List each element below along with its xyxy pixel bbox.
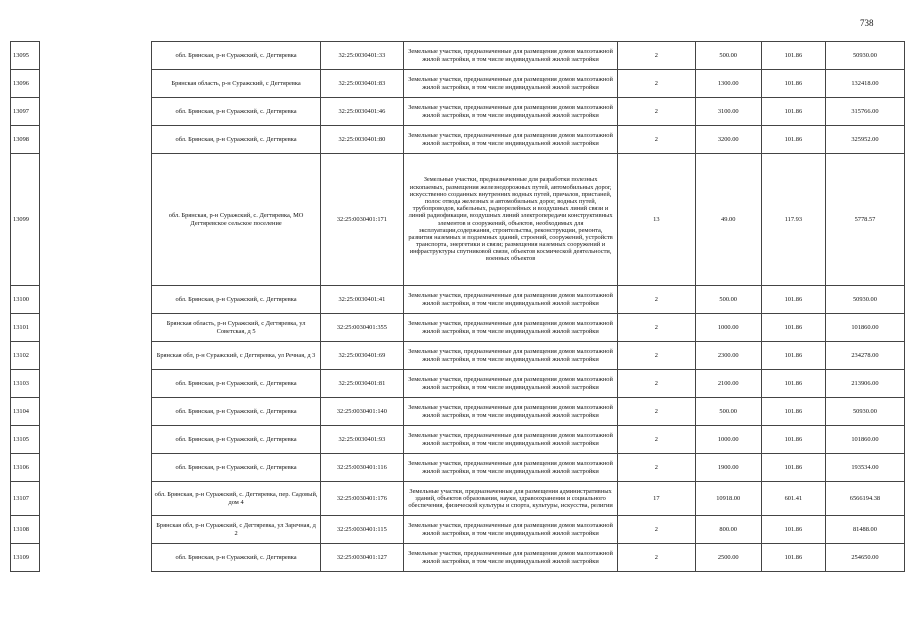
row-spacer — [39, 42, 152, 70]
row-rate: 101.86 — [761, 454, 825, 482]
row-cadastral-value: 315766.00 — [825, 98, 904, 126]
row-category: 2 — [618, 454, 696, 482]
row-number: 13106 — [11, 454, 40, 482]
row-land-use: Земельные участки, предназначенные для размещения домов малоэтажной жилой застройки, в том числе индивидуальной жилой застройки — [404, 454, 618, 482]
row-rate: 101.86 — [761, 516, 825, 544]
row-cadastral-value: 50930.00 — [825, 286, 904, 314]
row-number: 13102 — [11, 342, 40, 370]
row-area: 500.00 — [695, 398, 761, 426]
row-spacer — [39, 126, 152, 154]
row-address: Брянская область, р-н Суражский, с Дегтяревка — [152, 70, 320, 98]
table-row — [11, 370, 905, 398]
row-address: обл. Брянская, р-н Суражский, с. Дегтяревка — [152, 370, 320, 398]
row-address: обл. Брянская, р-н Суражский, с. Дегтяревка — [152, 126, 320, 154]
row-category: 2 — [618, 544, 696, 572]
row-land-use: Земельные участки, предназначенные для размещения домов малоэтажной жилой застройки, в том числе индивидуальной жилой застройки — [404, 126, 618, 154]
row-cadastral-number: 32:25:0030401:81 — [320, 370, 403, 398]
row-number: 13104 — [11, 398, 40, 426]
row-area: 1000.00 — [695, 426, 761, 454]
row-area: 1000.00 — [695, 314, 761, 342]
row-spacer — [39, 98, 152, 126]
row-area: 500.00 — [695, 42, 761, 70]
row-land-use: Земельные участки, предназначенные для размещения домов малоэтажной жилой застройки, в том числе индивидуальной жилой застройки — [404, 42, 618, 70]
row-land-use: Земельные участки, предназначенные для размещения домов малоэтажной жилой застройки, в том числе индивидуальной жилой застройки — [404, 544, 618, 572]
row-spacer — [39, 544, 152, 572]
row-land-use: Земельные участки, предназначенные для размещения домов малоэтажной жилой застройки, в том числе индивидуальной жилой застройки — [404, 286, 618, 314]
row-spacer — [39, 482, 152, 516]
row-cadastral-value: 5778.57 — [825, 154, 904, 286]
row-cadastral-value: 101860.00 — [825, 314, 904, 342]
row-rate: 101.86 — [761, 314, 825, 342]
table-row — [11, 426, 905, 454]
row-area: 3100.00 — [695, 98, 761, 126]
row-number: 13103 — [11, 370, 40, 398]
row-land-use: Земельные участки, предназначенные для размещения домов малоэтажной жилой застройки, в том числе индивидуальной жилой застройки — [404, 398, 618, 426]
row-cadastral-value: 325952.00 — [825, 126, 904, 154]
row-spacer — [39, 154, 152, 286]
row-number: 13097 — [11, 98, 40, 126]
row-area: 2500.00 — [695, 544, 761, 572]
row-cadastral-number: 32:25:0030401:171 — [320, 154, 403, 286]
row-number: 13100 — [11, 286, 40, 314]
row-spacer — [39, 398, 152, 426]
row-area: 2100.00 — [695, 370, 761, 398]
row-address: Брянская обл, р-н Суражский, с Дегтяревка, ул Речная, д 3 — [152, 342, 320, 370]
row-number: 13095 — [11, 42, 40, 70]
row-cadastral-value: 81488.00 — [825, 516, 904, 544]
row-land-use: Земельные участки, предназначенные для размещения домов малоэтажной жилой застройки, в том числе индивидуальной жилой застройки — [404, 342, 618, 370]
row-rate: 101.86 — [761, 42, 825, 70]
row-spacer — [39, 342, 152, 370]
row-cadastral-value: 50930.00 — [825, 42, 904, 70]
row-land-use: Земельные участки, предназначенные для размещения домов малоэтажной жилой застройки, в том числе индивидуальной жилой застройки — [404, 314, 618, 342]
table-row — [11, 342, 905, 370]
row-land-use: Земельные участки, предназначенные для размещения домов малоэтажной жилой застройки, в том числе индивидуальной жилой застройки — [404, 516, 618, 544]
row-rate: 601.41 — [761, 482, 825, 516]
row-number: 13096 — [11, 70, 40, 98]
row-category: 2 — [618, 426, 696, 454]
row-cadastral-value: 213906.00 — [825, 370, 904, 398]
row-number: 13107 — [11, 482, 40, 516]
row-address: Брянская область, р-н Суражский, с Дегтяревка, ул Советская, д 5 — [152, 314, 320, 342]
table-row — [11, 42, 905, 70]
row-rate: 101.86 — [761, 126, 825, 154]
table-row — [11, 70, 905, 98]
row-land-use: Земельные участки, предназначенные для размещения домов малоэтажной жилой застройки, в том числе индивидуальной жилой застройки — [404, 426, 618, 454]
row-number: 13108 — [11, 516, 40, 544]
row-cadastral-number: 32:25:0030401:80 — [320, 126, 403, 154]
row-category: 2 — [618, 516, 696, 544]
row-cadastral-number: 32:25:0030401:127 — [320, 544, 403, 572]
table-row — [11, 454, 905, 482]
row-address: обл. Брянская, р-н Суражский, с. Дегтяревка — [152, 98, 320, 126]
row-category: 2 — [618, 42, 696, 70]
row-cadastral-value: 234278.00 — [825, 342, 904, 370]
row-address: обл. Брянская, р-н Суражский, с. Дегтяревка — [152, 454, 320, 482]
row-category: 2 — [618, 398, 696, 426]
row-spacer — [39, 314, 152, 342]
row-area: 1900.00 — [695, 454, 761, 482]
row-address: обл. Брянская, р-н Суражский, с. Дегтяревка — [152, 398, 320, 426]
row-cadastral-value: 254650.00 — [825, 544, 904, 572]
row-category: 2 — [618, 286, 696, 314]
row-rate: 101.86 — [761, 286, 825, 314]
row-cadastral-number: 32:25:0030401:355 — [320, 314, 403, 342]
row-land-use: Земельные участки, предназначенные для размещения домов малоэтажной жилой застройки, в том числе индивидуальной жилой застройки — [404, 70, 618, 98]
table-row — [11, 98, 905, 126]
row-cadastral-value: 193534.00 — [825, 454, 904, 482]
row-cadastral-number: 32:25:0030401:140 — [320, 398, 403, 426]
row-rate: 101.86 — [761, 426, 825, 454]
row-rate: 101.86 — [761, 370, 825, 398]
table-row — [11, 516, 905, 544]
row-area: 3200.00 — [695, 126, 761, 154]
row-category: 2 — [618, 98, 696, 126]
row-number: 13105 — [11, 426, 40, 454]
row-rate: 101.86 — [761, 544, 825, 572]
row-spacer — [39, 370, 152, 398]
row-number: 13101 — [11, 314, 40, 342]
row-address: обл. Брянская, р-н Суражский, с. Дегтяревка — [152, 42, 320, 70]
row-address: обл. Брянская, р-н Суражский, с. Дегтяревка, пер. Садовый, дом 4 — [152, 482, 320, 516]
table-row — [11, 126, 905, 154]
row-area: 10918.00 — [695, 482, 761, 516]
row-category: 17 — [618, 482, 696, 516]
registry-table — [10, 41, 905, 572]
row-category: 2 — [618, 370, 696, 398]
row-spacer — [39, 516, 152, 544]
row-category: 13 — [618, 154, 696, 286]
row-category: 2 — [618, 314, 696, 342]
row-cadastral-number: 32:25:0030401:93 — [320, 426, 403, 454]
row-cadastral-number: 32:25:0030401:41 — [320, 286, 403, 314]
row-area: 800.00 — [695, 516, 761, 544]
row-rate: 117.93 — [761, 154, 825, 286]
row-category: 2 — [618, 126, 696, 154]
row-land-use: Земельные участки, предназначенные для размещения домов малоэтажной жилой застройки, в том числе индивидуальной жилой застройки — [404, 370, 618, 398]
row-land-use: Земельные участки, предназначенные для разработки полезных ископаемых, размещения железнодорожных путей, автомобильных дорог, искусственно созданных внутренних водных путей, причалов, пристаней, полос отвода железных и автомобильных дорог, водных путей, трубопроводов, кабельных, радиорелейных и воздушных линий связи и линий радиофикации, воздушных линий электропередачи конструктивных элементов и сооружений, объектов, необходимых для эксплуатации,содержания, строительства, реконструкции, ремонта, развития наземных и подземных зданий, строений, сооружений, устройств транспорта, энергетики и связи; размещения наземных сооружений и инфраструктуры спутниковой связи, объектов космической деятельности, военных объектов — [404, 154, 618, 286]
table-row — [11, 314, 905, 342]
row-cadastral-number: 32:25:0030401:176 — [320, 482, 403, 516]
row-cadastral-number: 32:25:0030401:46 — [320, 98, 403, 126]
row-area: 2300.00 — [695, 342, 761, 370]
row-address: обл. Брянская, р-н Суражский, с. Дегтяревка — [152, 426, 320, 454]
row-address: обл. Брянская, р-н Суражский, с. Дегтяревка — [152, 544, 320, 572]
row-category: 2 — [618, 70, 696, 98]
row-cadastral-value: 132418.00 — [825, 70, 904, 98]
row-number: 13109 — [11, 544, 40, 572]
row-address: обл. Брянская, р-н Суражский, с. Дегтяревка — [152, 286, 320, 314]
table-row — [11, 286, 905, 314]
row-cadastral-value: 50930.00 — [825, 398, 904, 426]
row-area: 500.00 — [695, 286, 761, 314]
row-cadastral-number: 32:25:0030401:115 — [320, 516, 403, 544]
row-spacer — [39, 286, 152, 314]
row-cadastral-value: 6566194.38 — [825, 482, 904, 516]
row-spacer — [39, 426, 152, 454]
row-cadastral-value: 101860.00 — [825, 426, 904, 454]
row-rate: 101.86 — [761, 342, 825, 370]
row-area: 49.00 — [695, 154, 761, 286]
row-spacer — [39, 454, 152, 482]
table-row — [11, 482, 905, 516]
row-land-use: Земельные участки, предназначенные для размещения домов малоэтажной жилой застройки, в том числе индивидуальной жилой застройки — [404, 98, 618, 126]
row-address: обл. Брянская, р-н Суражский, с. Дегтяревка, МО Дегтяревское сельское поселение — [152, 154, 320, 286]
row-cadastral-number: 32:25:0030401:116 — [320, 454, 403, 482]
row-cadastral-number: 32:25:0030401:69 — [320, 342, 403, 370]
registry-table-body — [11, 42, 905, 572]
table-row — [11, 398, 905, 426]
row-cadastral-number: 32:25:0030401:33 — [320, 42, 403, 70]
row-land-use: Земельные участки, предназначенные для размещения административных зданий, объектов образования, науки, здравоохранения и социального обеспечения, физической культуры и спорта, культуры, искусства, религии — [404, 482, 618, 516]
row-rate: 101.86 — [761, 98, 825, 126]
row-category: 2 — [618, 342, 696, 370]
row-number: 13099 — [11, 154, 40, 286]
row-area: 1300.00 — [695, 70, 761, 98]
page-number: 738 — [860, 18, 874, 28]
table-row — [11, 154, 905, 286]
row-address: Брянская обл, р-н Суражский, с Дегтяревка, ул Заречная, д 2 — [152, 516, 320, 544]
row-rate: 101.86 — [761, 70, 825, 98]
table-row — [11, 544, 905, 572]
row-cadastral-number: 32:25:0030401:83 — [320, 70, 403, 98]
row-spacer — [39, 70, 152, 98]
row-number: 13098 — [11, 126, 40, 154]
row-rate: 101.86 — [761, 398, 825, 426]
